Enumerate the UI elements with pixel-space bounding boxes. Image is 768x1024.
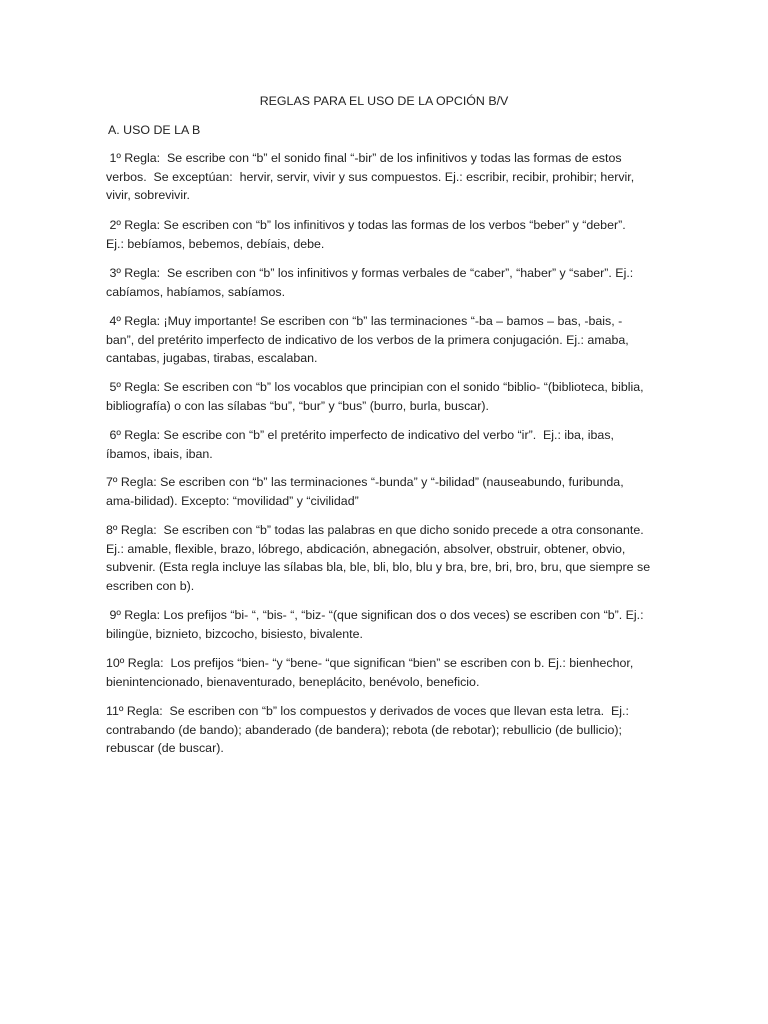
- rule-line: bilingüe, biznieto, bizcocho, bisiesto, bivalente.: [106, 626, 363, 641]
- rule-line: verbos. Se exceptúan: hervir, servir, vivir y sus compuestos. Ej.: escribir, recibir, prohibir; hervir,: [106, 169, 635, 184]
- rule-line: Ej.: bebíamos, bebemos, debíais, debe.: [106, 236, 325, 251]
- rule-line: íbamos, ibais, iban.: [106, 446, 213, 461]
- rule-1: [106, 149, 666, 205]
- rule-line: 11º Regla: Se escriben con “b” los compuestos y derivados de voces que llevan esta letra. Ej.:: [106, 704, 629, 718]
- rule-line: contrabando (de bando); abanderado (de bandera); rebota (de rebotar); rebullicio (de bullicio);: [106, 722, 622, 737]
- rule-line: bienintencionado, bienaventurado, beneplácito, benévolo, beneficio.: [106, 674, 480, 689]
- section-heading: A. USO DE LA B: [108, 123, 201, 137]
- rule-8: [106, 521, 666, 595]
- rule-6: [106, 426, 666, 463]
- rule-10: [106, 654, 666, 691]
- rule-line: 4º Regla: ¡Muy importante! Se escriben con “b” las terminaciones “-ba – bamos – bas, -bais, -: [106, 314, 623, 328]
- document-title: REGLAS PARA EL USO DE LA OPCIÓN B/V: [259, 94, 509, 108]
- rule-line: 7º Regla: Se escriben con “b” las terminaciones “-bunda” y “-bilidad” (nauseabundo, furibunda,: [106, 475, 624, 489]
- rule-line: cantabas, jugabas, tirabas, escalaban.: [106, 351, 318, 365]
- rule-line: Ej.: amable, flexible, brazo, lóbrego, abdicación, abnegación, absolver, obstruir, obtener, obvio,: [106, 541, 626, 556]
- rule-line: vivir, sobrevivir.: [106, 188, 190, 202]
- rule-line: rebuscar (de buscar).: [106, 741, 224, 755]
- rule-line: ama-bilidad). Excepto: “movilidad” y “civilidad”: [106, 493, 359, 508]
- rule-line: 5º Regla: Se escriben con “b” los vocablos que principian con el sonido “biblio- “(biblioteca, biblia,: [106, 380, 644, 394]
- rule-line: 6º Regla: Se escribe con “b” el pretérito imperfecto de indicativo del verbo “ir”. Ej.: iba, ibas,: [106, 428, 614, 442]
- rule-line: 10º Regla: Los prefijos “bien- “y “bene- “que significan “bien” se escriben con b. Ej.: bienhechor,: [106, 656, 634, 670]
- rule-9: [106, 606, 666, 643]
- rule-7: [106, 473, 666, 510]
- rule-2: [106, 216, 666, 253]
- rule-line: 1º Regla: Se escribe con “b” el sonido final “-bir” de los infinitivos y todas las formas de estos: [106, 151, 622, 165]
- rule-line: escriben con b).: [106, 578, 195, 593]
- rule-line: 2º Regla: Se escriben con “b” los infinitivos y todas las formas de los verbos “beber” y “deber”.: [106, 218, 626, 232]
- rule-line: cabíamos, habíamos, sabíamos.: [106, 284, 286, 299]
- rule-5: [106, 378, 666, 415]
- rule-11: [106, 702, 666, 758]
- rule-line: 8º Regla: Se escriben con “b” todas las palabras en que dicho sonido precede a otra consonante.: [106, 523, 644, 537]
- rule-line: 9º Regla: Los prefijos “bi- “, “bis- “, “biz- “(que significan dos o dos veces) se escriben con “b”. Ej.:: [106, 608, 644, 622]
- rule-line: 3º Regla: Se escriben con “b” los infinitivos y formas verbales de “caber”, “haber” y “saber”. Ej.:: [106, 266, 634, 280]
- rule-line: bibliografía) o con las sílabas “bu”, “bur” y “bus” (burro, burla, buscar).: [106, 398, 489, 413]
- rule-line: ban”, del pretérito imperfecto de indicativo de los verbos de la primera conjugación. Ej.: amaba,: [106, 332, 629, 347]
- rule-4: [106, 312, 666, 368]
- rule-3: [106, 264, 666, 301]
- rule-line: subvenir. (Esta regla incluye las sílabas bla, ble, bli, blo, blu y bra, bre, bri, bro, bru, que siempre se: [106, 560, 651, 574]
